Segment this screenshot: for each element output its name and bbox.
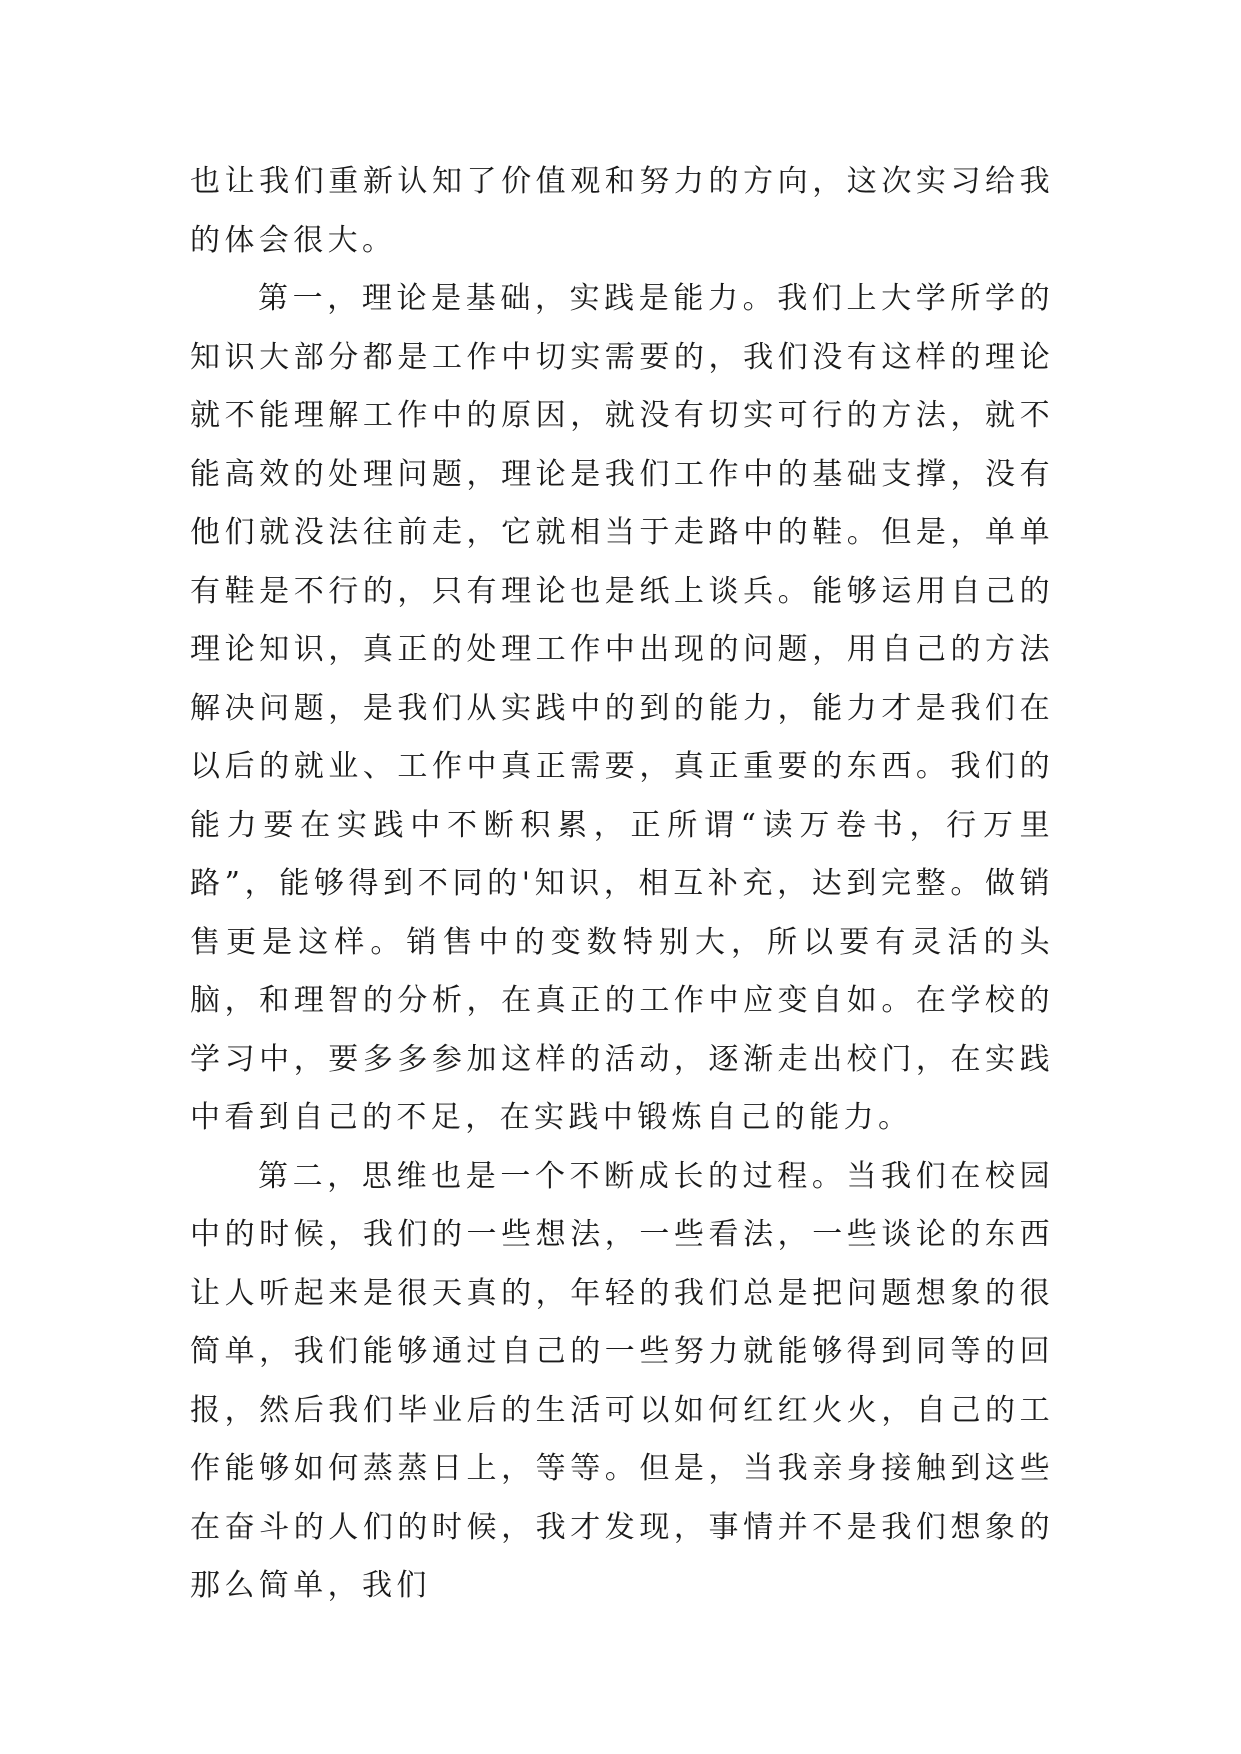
body-text [190,153,1054,1616]
paragraph-continuation: 也让我们重新认知了价值观和努力的方向，这次实习给我的体会很大。 [190,164,1054,258]
paragraph-first-point: 第一，理论是基础，实践是能力。我们上大学所学的知识大部分都是工作中切实需要的，我们没有这样的理论就不能理解工作中的原因，就没有切实可行的方法，就不能高效的处理问题，理论是我们工作中的基础支撑，没有他们就没法往前走，它就相当于走路中的鞋。但是，单单有鞋是不行的，只有理论也是纸上谈兵。能够运用自己的理论知识，真正的处理工作中出现的问题，用自己的方法解决问题，是我们从实践中的到的能力，能力才是我们在以后的就业、工作中真正需要，真正重要的东西。我们的能力要在实践中不断积累，正所谓“读万卷书，行万里路”，能够得到不同的'知识，相互补充，达到完整。做销售更是这样。销售中的变数特别大，所以要有灵活的头脑，和理智的分析，在真正的工作中应变自如。在学校的学习中，要多多参加这样的活动，逐渐走出校门，在实践中看到自己的不足，在实践中锻炼自己的能力。 [190,281,1054,1135]
paragraph-second-point: 第二，思维也是一个不断成长的过程。当我们在校园中的时候，我们的一些想法，一些看法，一些谈论的东西让人听起来是很天真的，年轻的我们总是把问题想象的很简单，我们能够通过自己的一些努力就能够得到同等的回报，然后我们毕业后的生活可以如何红红火火，自己的工作能够如何蒸蒸日上，等等。但是，当我亲身接触到这些在奋斗的人们的时候，我才发现，事情并不是我们想象的那么简单，我们 [190,1158,1054,1603]
